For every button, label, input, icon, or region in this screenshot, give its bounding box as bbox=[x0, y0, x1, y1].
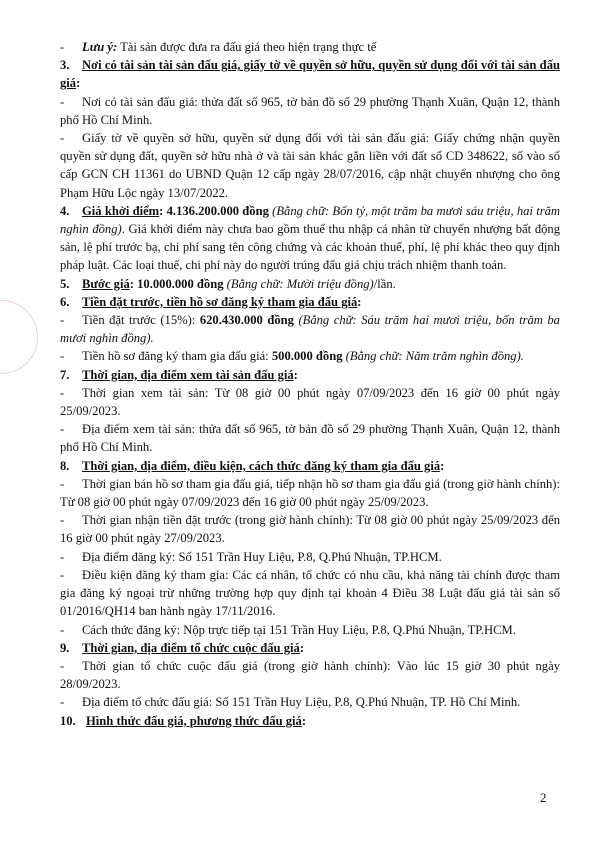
bid-step-amount: : 10.000.000 đồng bbox=[129, 276, 224, 291]
section-4: 4. Giá khởi điểm: 4.136.200.000 đồng (Bằng chữ: Bốn tỷ, một trăm ba mươi sáu triệu, hai trăm nghìn đồng). Giá khởi điểm này chưa bao gồm thuế thu nhập cá nhân từ chuyển nhượng bất động sản, lệ phí trước bạ, chi phí sang tên công chứng và các khoản thuế, phí, lệ phí khác theo quy định pháp luật. Các loại thuế, chi phí này do người trúng đấu giá chịu trách nhiệm thanh toán. bbox=[60, 203, 561, 273]
registration-fee-amount: 500.000 đồng bbox=[271, 349, 343, 364]
section-8-title: Thời gian, địa điểm, điều kiện, cách thức đăng ký tham gia đấu giá bbox=[82, 458, 441, 473]
note-text: Tài sản được đưa ra đấu giá theo hiện trạng thực tế bbox=[117, 40, 377, 54]
note-label: Lưu ý: bbox=[82, 40, 118, 54]
section-8-paragraph-4: - Điều kiện đăng ký tham gia: Các cá nhân, tổ chức có nhu cầu, khả năng tài chính được tham gia đăng ký ngoại trừ những trường hợp quy định tại khoản 4 Điều 38 Luật đấu giá tài sản số 01/2016/QH14 ban hành ngày 17/11/2016. bbox=[60, 567, 560, 619]
section-6-paragraph-2: - Tiền hồ sơ đăng ký tham gia đấu giá: 500.000 đồng (Bằng chữ: Năm trăm nghìn đồng). bbox=[60, 349, 524, 364]
section-5: 5. Bước giá: 10.000.000 đồng (Bằng chữ: Mười triệu đồng)/lần. bbox=[60, 276, 396, 291]
document-body bbox=[60, 38, 560, 730]
bullet-dash: - bbox=[60, 40, 65, 54]
section-7-paragraph-1: - Thời gian xem tài sản: Từ 08 giờ 00 phút ngày 07/09/2023 đến 16 giờ 00 phút ngày 25/09/2023. bbox=[60, 385, 560, 419]
section-6-title: Tiền đặt trước, tiền hồ sơ đăng ký tham gia đấu giá bbox=[82, 294, 358, 309]
seal-stamp-partial bbox=[0, 300, 38, 374]
bid-step-words: (Bằng chữ: Mười triệu đồng) bbox=[223, 276, 374, 291]
section-10-heading: 10. Hình thức đấu giá, phương thức đấu giá: bbox=[60, 713, 307, 728]
section-8-paragraph-1: - Thời gian bán hồ sơ tham gia đấu giá, tiếp nhận hồ sơ tham gia đấu giá (trong giờ hành chính): Từ 08 giờ 00 phút ngày 07/09/2023 đến 16 giờ 00 phút ngày 25/09/2023. bbox=[60, 476, 560, 510]
section-8-paragraph-5: - Cách thức đăng ký: Nộp trực tiếp tại 151 Trần Huy Liệu, P.8, Q.Phú Nhuận, TP.HCM. bbox=[60, 622, 516, 637]
section-7-heading: 7. Thời gian, địa điểm xem tài sản đấu giá: bbox=[60, 367, 298, 382]
section-6-paragraph-1: - Tiền đặt trước (15%): 620.430.000 đồng (Bằng chữ: Sáu trăm hai mươi triệu, bốn trăm ba mươi nghìn đồng). bbox=[60, 313, 560, 346]
section-6-heading: 6. Tiền đặt trước, tiền hồ sơ đăng ký tham gia đấu giá: bbox=[60, 294, 362, 309]
deposit-amount: 620.430.000 đồng bbox=[199, 313, 294, 328]
section-8-paragraph-2: - Thời gian nhận tiền đặt trước (trong giờ hành chính): Từ 08 giờ 00 phút ngày 25/09/2023 đến 16 giờ 00 phút ngày 27/09/2023. bbox=[60, 513, 560, 546]
section-5-title: Bước giá bbox=[82, 276, 130, 291]
section-7-paragraph-2: - Địa điểm xem tài sản: thửa đất số 965, tờ bản đồ số 29 phường Thạnh Xuân, Quận 12, thành phố Hồ Chí Minh. bbox=[60, 422, 560, 455]
starting-price: : 4.136.200.000 đồng bbox=[159, 203, 269, 218]
section-7-title: Thời gian, địa điểm xem tài sản đấu giá bbox=[82, 367, 294, 382]
section-8-heading: 8. Thời gian, địa điểm, điều kiện, cách thức đăng ký tham gia đấu giá: bbox=[60, 458, 445, 473]
section-3-title: Nơi có tài sản tài sản đấu giá, giấy tờ về quyền sở hữu, quyền sử dụng đối với tài sản đấu giá bbox=[60, 58, 560, 91]
section-10-title: Hình thức đấu giá, phương thức đấu giá bbox=[86, 713, 302, 728]
section-4-title: Giá khởi điểm bbox=[82, 203, 160, 218]
starting-price-words: (Bằng chữ: Bốn tỷ, một trăm ba mươi sáu triệu, hai trăm nghìn đồng) bbox=[60, 203, 560, 237]
section-9-paragraph-2: - Địa điểm tổ chức đấu giá: Số 151 Trần Huy Liệu, P.8, Q.Phú Nhuận, TP. Hồ Chí Minh. bbox=[60, 695, 521, 710]
section-3-paragraph-2: - Giấy tờ về quyền sở hữu, quyền sử dụng đối với tài sản đấu giá: Giấy chứng nhận quyền quyền sử dụng đất, quyền sở hữu nhà ở và tài sản khác gắn liền với đất số CD 348622, số vào sổ cấp GCN CH 11361 do UBND Quận 12 cấp ngày 28/07/2016, cập nhật chuyển nhượng cho ông Phạm Hữu Lộc ngày 13/07/2022. bbox=[60, 131, 560, 200]
section-3-heading: 3. Nơi có tài sản tài sản đấu giá, giấy tờ về quyền sở hữu, quyền sử dụng đối với tài sản đấu giá: bbox=[60, 58, 560, 91]
section-8-paragraph-3: - Địa điểm đăng ký: Số 151 Trần Huy Liệu, P.8, Q.Phú Nhuận, TP.HCM. bbox=[60, 549, 442, 564]
note-line bbox=[60, 38, 560, 56]
section-9-heading: 9. Thời gian, địa điểm tổ chức cuộc đấu giá: bbox=[60, 640, 305, 655]
section-9-title: Thời gian, địa điểm tổ chức cuộc đấu giá bbox=[82, 640, 300, 655]
page-number: 2 bbox=[540, 790, 547, 805]
section-9-paragraph-1: - Thời gian tổ chức cuộc đấu giá (trong giờ hành chính): Vào lúc 15 giờ 30 phút ngày 28/09/2023. bbox=[60, 658, 560, 692]
section-3-paragraph-1: - Nơi có tài sản đấu giá: thửa đất số 965, tờ bản đồ số 29 phường Thạnh Xuân, Quận 12, thành phố Hồ Chí Minh. bbox=[60, 94, 560, 127]
